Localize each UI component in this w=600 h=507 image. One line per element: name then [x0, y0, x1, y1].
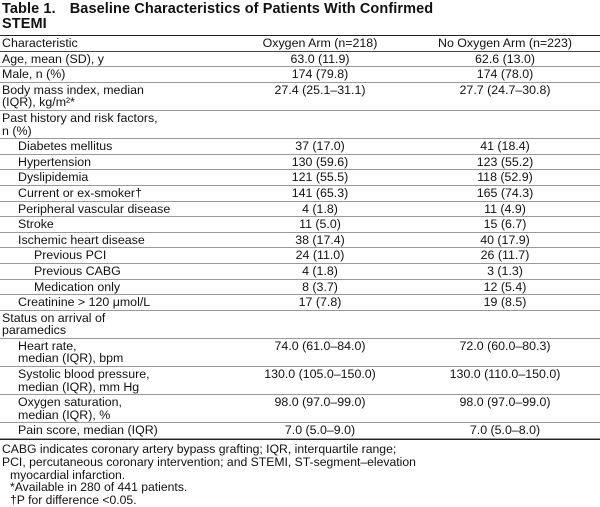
row-label [0, 82, 230, 110]
oxygen-arm-value [230, 110, 410, 138]
row-label [0, 423, 230, 439]
no-oxygen-arm-value: 62.6 (13.0) [410, 51, 600, 67]
characteristics-table [0, 36, 600, 439]
no-oxygen-arm-value: 19 (8.5) [410, 295, 600, 311]
row-label-line: Status on arrival of [2, 310, 106, 325]
table-row [0, 248, 600, 264]
footnote-bmi: *Available in 280 of 441 patients. [10, 480, 188, 495]
table-title-line2: STEMI [2, 16, 47, 32]
row-label [0, 67, 230, 83]
row-label [0, 367, 230, 395]
row-label [0, 110, 230, 138]
oxygen-arm-value: 27.4 (25.1–31.1) [230, 82, 410, 110]
table-row [0, 82, 600, 110]
table-row [0, 201, 600, 217]
row-label-line: Peripheral vascular disease [18, 201, 171, 216]
table-row [0, 310, 600, 338]
oxygen-arm-value: 24 (11.0) [230, 248, 410, 264]
row-label [0, 338, 230, 366]
no-oxygen-arm-value: 118 (52.9) [410, 170, 600, 186]
no-oxygen-arm-value: 165 (74.3) [410, 185, 600, 201]
row-label [0, 232, 230, 248]
row-label [0, 154, 230, 170]
row-label [0, 139, 230, 155]
row-label-line: median (IQR), mm Hg [18, 379, 140, 394]
row-label-line: Male, n (%) [2, 67, 66, 82]
row-label-line: Past history and risk factors, [2, 110, 158, 125]
header-row [0, 36, 600, 51]
row-label [0, 279, 230, 295]
footnote-p-value: †P for difference <0.05. [10, 493, 137, 507]
no-oxygen-arm-value: 12 (5.4) [410, 279, 600, 295]
no-oxygen-arm-value: 123 (55.2) [410, 154, 600, 170]
row-label [0, 170, 230, 186]
row-label-line: Body mass index, median [2, 82, 144, 97]
row-label-line: Diabetes mellitus [18, 139, 113, 154]
row-label-line: Ischemic heart disease [18, 232, 145, 247]
row-label-line: Stroke [18, 217, 54, 232]
row-label-line: paramedics [2, 323, 67, 338]
table-title [0, 0, 600, 32]
row-label-line: median (IQR), bpm [18, 351, 124, 366]
table-row [0, 110, 600, 138]
row-label [0, 295, 230, 311]
table-row [0, 295, 600, 311]
oxygen-arm-value: 141 (65.3) [230, 185, 410, 201]
table-row [0, 395, 600, 423]
table-body [0, 51, 600, 438]
table-footer [0, 439, 600, 507]
header-oxygen-arm: Oxygen Arm (n=218) [230, 36, 410, 51]
row-label [0, 263, 230, 279]
no-oxygen-arm-value: 98.0 (97.0–99.0) [410, 395, 600, 423]
row-label [0, 201, 230, 217]
no-oxygen-arm-value: 26 (11.7) [410, 248, 600, 264]
oxygen-arm-value: 4 (1.8) [230, 263, 410, 279]
oxygen-arm-value: 121 (55.5) [230, 170, 410, 186]
table-row [0, 423, 600, 439]
row-label [0, 51, 230, 67]
no-oxygen-arm-value: 174 (78.0) [410, 67, 600, 83]
table-row [0, 367, 600, 395]
row-label-line: Hypertension [18, 154, 92, 169]
no-oxygen-arm-value [410, 110, 600, 138]
row-label [0, 248, 230, 264]
row-label [0, 310, 230, 338]
abbreviation-line: myocardial infarction. [10, 467, 126, 482]
no-oxygen-arm-value: 3 (1.3) [410, 263, 600, 279]
row-label-line: Previous PCI [34, 248, 107, 263]
no-oxygen-arm-value: 72.0 (60.0–80.3) [410, 338, 600, 366]
row-label [0, 395, 230, 423]
row-label-line: Previous CABG [34, 263, 121, 278]
table-row [0, 232, 600, 248]
oxygen-arm-value: 74.0 (61.0–84.0) [230, 338, 410, 366]
oxygen-arm-value: 37 (17.0) [230, 139, 410, 155]
table-row [0, 154, 600, 170]
header-no-oxygen-arm: No Oxygen Arm (n=223) [410, 36, 600, 51]
oxygen-arm-value: 98.0 (97.0–99.0) [230, 395, 410, 423]
oxygen-arm-value: 130.0 (105.0–150.0) [230, 367, 410, 395]
no-oxygen-arm-value: 41 (18.4) [410, 139, 600, 155]
table-row [0, 51, 600, 67]
oxygen-arm-value: 174 (79.8) [230, 67, 410, 83]
row-label-line: (IQR), kg/m²* [2, 95, 75, 110]
oxygen-arm-value: 130 (59.6) [230, 154, 410, 170]
row-label [0, 185, 230, 201]
table-row [0, 67, 600, 83]
no-oxygen-arm-value: 15 (6.7) [410, 217, 600, 233]
row-label-line: n (%) [2, 123, 32, 138]
row-label-line: Oxygen saturation, [18, 395, 123, 410]
oxygen-arm-value: 63.0 (11.9) [230, 51, 410, 67]
table-row [0, 139, 600, 155]
table-row [0, 185, 600, 201]
table-row [0, 279, 600, 295]
oxygen-arm-value: 17 (7.8) [230, 295, 410, 311]
row-label-line: median (IQR), % [18, 407, 111, 422]
oxygen-arm-value: 38 (17.4) [230, 232, 410, 248]
table-row [0, 263, 600, 279]
row-label-line: Current or ex-smoker† [18, 185, 142, 200]
oxygen-arm-value: 8 (3.7) [230, 279, 410, 295]
row-label-line: Heart rate, [18, 338, 77, 353]
row-label-line: Age, mean (SD), y [2, 51, 104, 66]
row-label-line: Dyslipidemia [18, 170, 89, 185]
no-oxygen-arm-value: 11 (4.9) [410, 201, 600, 217]
abbreviation-line: CABG indicates coronary artery bypass grafting; IQR, interquartile range; [2, 442, 397, 457]
table-title-line1: Baseline Characteristics of Patients With Confirmed [69, 1, 434, 17]
table-row [0, 217, 600, 233]
row-label-line: Pain score, median (IQR) [18, 423, 158, 438]
table-row [0, 170, 600, 186]
no-oxygen-arm-value: 40 (17.9) [410, 232, 600, 248]
no-oxygen-arm-value: 130.0 (110.0–150.0) [410, 367, 600, 395]
oxygen-arm-value [230, 310, 410, 338]
oxygen-arm-value: 4 (1.8) [230, 201, 410, 217]
row-label-line: Systolic blood pressure, [18, 367, 150, 382]
header-characteristic: Characteristic [0, 36, 230, 51]
table-number: Table 1. [2, 1, 56, 17]
oxygen-arm-value: 11 (5.0) [230, 217, 410, 233]
row-label-line: Creatinine > 120 μmol/L [18, 295, 151, 310]
row-label [0, 217, 230, 233]
row-label-line: Medication only [34, 279, 121, 294]
table-row [0, 338, 600, 366]
no-oxygen-arm-value: 7.0 (5.0–8.0) [410, 423, 600, 439]
no-oxygen-arm-value [410, 310, 600, 338]
abbreviation-line: PCI, percutaneous coronary intervention; and STEMI, ST-segment–elevation [2, 454, 416, 469]
oxygen-arm-value: 7.0 (5.0–9.0) [230, 423, 410, 439]
no-oxygen-arm-value: 27.7 (24.7–30.8) [410, 82, 600, 110]
